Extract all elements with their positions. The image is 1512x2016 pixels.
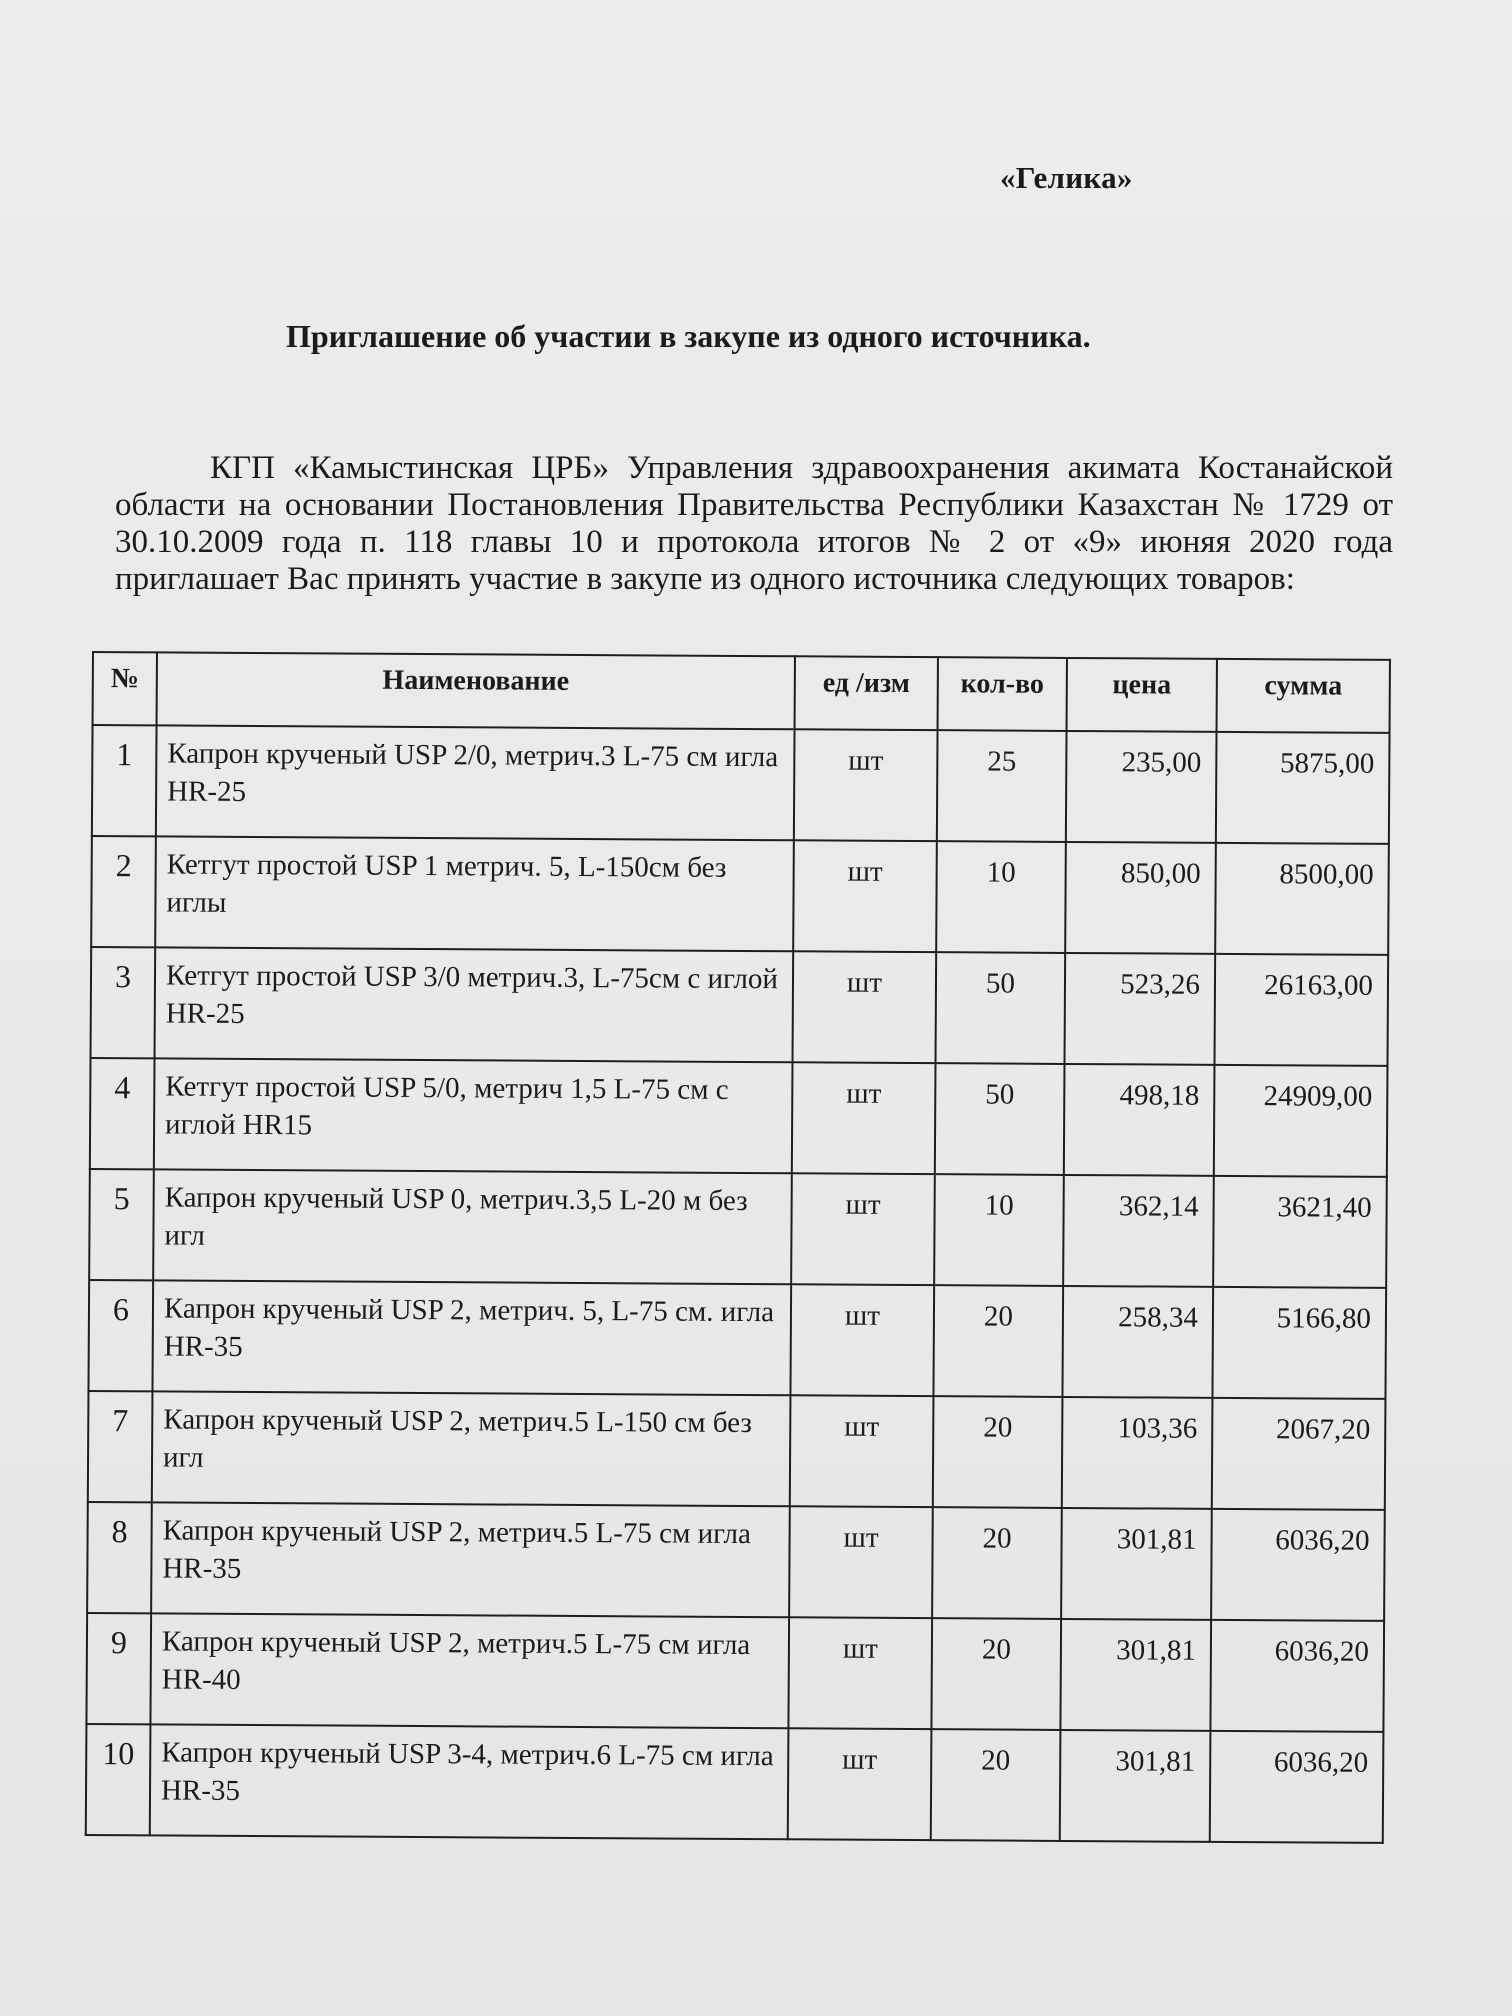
row-num: 4 bbox=[90, 1058, 155, 1169]
row-sum: 5875,00 bbox=[1216, 732, 1390, 844]
row-qty: 20 bbox=[933, 1396, 1063, 1508]
row-num: 5 bbox=[89, 1169, 154, 1280]
row-sum: 24909,00 bbox=[1214, 1065, 1388, 1177]
row-sum: 3621,40 bbox=[1213, 1176, 1387, 1288]
row-price: 362,14 bbox=[1063, 1175, 1214, 1287]
row-price: 850,00 bbox=[1065, 842, 1216, 954]
table-row bbox=[92, 725, 1390, 844]
row-sum: 6036,20 bbox=[1211, 1509, 1385, 1621]
row-name: Капрон крученый USP 2/0, метрич.3 L-75 см игла HR-25 bbox=[156, 725, 795, 840]
row-sum: 2067,20 bbox=[1212, 1398, 1386, 1510]
header-unit: ед /изм bbox=[795, 656, 938, 730]
row-qty: 20 bbox=[931, 1729, 1061, 1841]
goods-table bbox=[85, 651, 1391, 1844]
row-num: 3 bbox=[91, 947, 156, 1058]
header-price: цена bbox=[1067, 658, 1217, 732]
row-name: Капрон крученый USP 2, метрич.5 L-75 см игла HR-40 bbox=[150, 1613, 789, 1728]
row-qty: 50 bbox=[935, 1063, 1065, 1175]
table-row bbox=[88, 1280, 1386, 1399]
document-title: Приглашение об участии в закупе из одного источника. bbox=[286, 318, 1091, 354]
row-name: Капрон крученый USP 2, метрич. 5, L-75 см. игла HR-35 bbox=[152, 1280, 791, 1395]
row-name: Капрон крученый USP 2, метрич.5 L-150 см без игл bbox=[152, 1391, 791, 1506]
row-price: 235,00 bbox=[1066, 731, 1217, 843]
table-row bbox=[86, 1613, 1384, 1732]
row-sum: 8500,00 bbox=[1215, 843, 1389, 955]
row-num: 7 bbox=[88, 1391, 153, 1502]
row-qty: 25 bbox=[937, 730, 1067, 842]
row-unit: шт bbox=[793, 840, 937, 952]
row-unit: шт bbox=[790, 1395, 934, 1507]
header-qty: кол-во bbox=[938, 657, 1067, 731]
row-price: 523,26 bbox=[1064, 953, 1215, 1065]
recipient-name: «Гелика» bbox=[1000, 160, 1133, 195]
row-name: Кетгут простой USP 3/0 метрич.3, L-75см с иглой HR-25 bbox=[155, 947, 794, 1062]
row-unit: шт bbox=[793, 951, 937, 1063]
table-row bbox=[91, 836, 1389, 955]
row-qty: 10 bbox=[936, 841, 1066, 953]
row-price: 498,18 bbox=[1064, 1064, 1215, 1176]
row-sum: 6036,20 bbox=[1210, 1731, 1384, 1843]
row-price: 301,81 bbox=[1060, 1619, 1211, 1731]
row-num: 8 bbox=[87, 1502, 152, 1613]
row-price: 103,36 bbox=[1062, 1397, 1213, 1509]
row-name: Кетгут простой USP 5/0, метрич 1,5 L-75 см с иглой HR15 bbox=[154, 1058, 793, 1173]
row-qty: 20 bbox=[932, 1507, 1062, 1619]
header-sum: сумма bbox=[1217, 659, 1390, 733]
row-qty: 50 bbox=[935, 952, 1065, 1064]
row-unit: шт bbox=[788, 1728, 932, 1840]
row-price: 258,34 bbox=[1062, 1286, 1213, 1398]
table-row bbox=[86, 1724, 1384, 1843]
row-unit: шт bbox=[792, 1062, 936, 1174]
row-unit: шт bbox=[789, 1506, 933, 1618]
table-row bbox=[87, 1502, 1385, 1621]
table-row bbox=[88, 1391, 1386, 1510]
intro-paragraph: КГП «Камыстинская ЦРБ» Управления здравоохранения акимата Костанайской области на основании Постановления Правительства Республики Казахстан № 1729 от 30.10.2009 года п. 118 главы 10 и протокола итогов № 2 от «9» июняя 2020 года приглашает Вас принять участие в закупе из одного источника следующих товаров: bbox=[115, 450, 1393, 597]
row-sum: 6036,20 bbox=[1210, 1620, 1384, 1732]
row-qty: 20 bbox=[931, 1618, 1061, 1730]
table-header-row bbox=[93, 652, 1390, 733]
row-name: Капрон крученый USP 0, метрич.3,5 L-20 м без игл bbox=[153, 1169, 792, 1284]
row-qty: 20 bbox=[933, 1285, 1063, 1397]
row-sum: 5166,80 bbox=[1212, 1287, 1386, 1399]
row-price: 301,81 bbox=[1060, 1730, 1211, 1842]
row-unit: шт bbox=[790, 1284, 934, 1396]
row-num: 2 bbox=[91, 836, 156, 947]
row-unit: шт bbox=[791, 1173, 935, 1285]
row-unit: шт bbox=[794, 729, 938, 841]
header-num: № bbox=[93, 652, 157, 725]
row-sum: 26163,00 bbox=[1214, 954, 1388, 1066]
row-num: 6 bbox=[88, 1280, 153, 1391]
header-name: Наименование bbox=[157, 652, 795, 729]
table-row bbox=[91, 947, 1389, 1066]
row-num: 10 bbox=[86, 1724, 151, 1835]
row-name: Капрон крученый USP 2, метрич.5 L-75 см игла HR-35 bbox=[151, 1502, 790, 1617]
table-row bbox=[89, 1169, 1387, 1288]
row-name: Кетгут простой USP 1 метрич. 5, L-150см без иглы bbox=[155, 836, 794, 951]
table-row bbox=[90, 1058, 1388, 1177]
row-unit: шт bbox=[788, 1617, 932, 1729]
row-num: 1 bbox=[92, 725, 157, 836]
row-qty: 10 bbox=[934, 1174, 1064, 1286]
row-price: 301,81 bbox=[1061, 1508, 1212, 1620]
row-name: Капрон крученый USP 3-4, метрич.6 L-75 см игла HR-35 bbox=[150, 1724, 789, 1839]
row-num: 9 bbox=[86, 1613, 151, 1724]
